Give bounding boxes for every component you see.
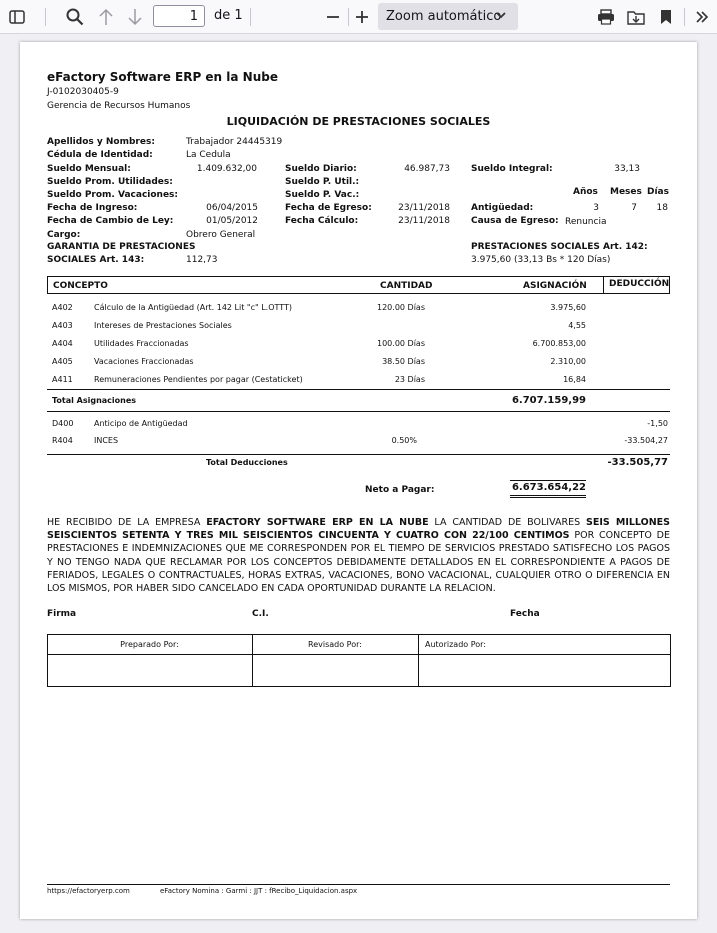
zoom-select[interactable] (378, 3, 518, 30)
footer-info: eFactory Nomina : Garmi : JJT : fRecibo_Liquidacion.aspx (160, 887, 358, 895)
divider-line (47, 454, 670, 455)
page-number-input[interactable] (153, 5, 205, 27)
label-cargo: Cargo: (47, 230, 81, 240)
value-apellidos: Trabajador 24445319 (186, 137, 283, 147)
row-description: Vacaciones Fraccionadas (94, 357, 194, 366)
save-icon[interactable] (625, 0, 647, 33)
row-code: A404 (52, 339, 73, 348)
total-deducciones-value: -33.505,77 (607, 457, 668, 468)
value-fecha-egreso: 23/11/2018 (398, 203, 450, 213)
header-concepto: CONCEPTO (53, 281, 108, 291)
row-quantity: 38.50 Días (382, 357, 425, 366)
row-description: Cálculo de la Antigüedad (Art. 142 Lit "c" L.OTTT) (94, 303, 292, 312)
paragraph-amount-words: SEIS MILLONES SEISCIENTOS SETENTA Y TRES MIL SEISCIENTOS CINCUENTA Y CUATRO CON 22/100 CENTIMOS (47, 517, 670, 542)
neto-label: Neto a Pagar: (365, 485, 435, 495)
row-quantity: 0.50% (391, 436, 417, 445)
row-code: R404 (52, 436, 73, 445)
neto-underline (510, 495, 586, 496)
value-causa-egreso: Renuncia (565, 217, 607, 227)
label-antiguedad: Antigüedad: (471, 203, 534, 213)
previous-page-icon[interactable] (95, 0, 117, 33)
department-name: Gerencia de Recursos Humanos (47, 101, 191, 111)
row-amount: 4,55 (568, 321, 586, 330)
company-name: eFactory Software ERP en la Nube (47, 70, 278, 84)
total-asignaciones-label: Total Asignaciones (52, 396, 137, 405)
row-code: A405 (52, 357, 73, 366)
label-sueldo-diario: Sueldo Diario: (285, 164, 357, 174)
neto-top-line (510, 480, 586, 481)
autorizado-por-label: Autorizado Por: (425, 640, 486, 649)
more-tools-icon[interactable] (692, 0, 712, 33)
label-causa-egreso: Causa de Egreso: (471, 216, 559, 226)
label-meses: Meses (610, 187, 642, 197)
label-sueldo-prom-utilidades: Sueldo Prom. Utilidades: (47, 177, 173, 187)
row-code: A402 (52, 303, 73, 312)
label-apellidos: Apellidos y Nombres: (47, 137, 155, 147)
toolbar-separator (45, 8, 46, 26)
label-fecha-ingreso: Fecha de Ingreso: (47, 203, 138, 213)
value-prestaciones-142: 3.975,60 (33,13 Bs * 120 Días) (471, 255, 611, 265)
label-garantia-2: SOCIALES Art. 143: (47, 255, 145, 265)
label-sueldo-p-util: Sueldo P. Util.: (285, 177, 360, 187)
signature-fecha-label: Fecha (510, 609, 540, 619)
label-prestaciones-142: PRESTACIONES SOCIALES Art. 142: (471, 242, 648, 252)
row-quantity: 100.00 Días (377, 339, 425, 348)
paragraph-company: EFACTORY SOFTWARE ERP EN LA NUBE (206, 517, 429, 528)
row-quantity: 120.00 Días (377, 303, 425, 312)
footer-line (47, 884, 670, 885)
value-cedula: La Cedula (186, 150, 231, 160)
row-code: D400 (52, 419, 74, 428)
total-asignaciones-value: 6.707.159,99 (511, 395, 586, 406)
row-amount: 2.310,00 (550, 357, 586, 366)
zoom-out-icon[interactable] (322, 0, 344, 33)
header-deduccion: DEDUCCIÓN (609, 279, 670, 289)
paragraph-text: HE RECIBIDO DE LA EMPRESA (47, 517, 207, 528)
row-description: Remuneraciones Pendientes por pagar (Cestaticket) (94, 375, 303, 384)
pdf-toolbar (0, 0, 717, 34)
approval-table-divider (47, 654, 671, 655)
value-sueldo-mensual: 1.409.632,00 (196, 164, 257, 174)
header-cantidad: CANTIDAD (380, 281, 433, 291)
label-fecha-calculo: Fecha Cálculo: (285, 216, 359, 226)
approval-table-divider (418, 634, 419, 687)
document-title: LIQUIDACIÓN DE PRESTACIONES SOCIALES (226, 115, 491, 128)
company-rif: J-0102030405-9 (47, 87, 119, 97)
header-asignacion: ASIGNACIÓN (523, 281, 587, 291)
row-amount: 6.700.853,00 (532, 339, 586, 348)
page-count-label: de 1 (214, 8, 243, 23)
value-cargo: Obrero General (186, 230, 256, 240)
toolbar-separator (348, 8, 349, 26)
search-icon[interactable] (64, 0, 86, 33)
value-fecha-ingreso: 06/04/2015 (206, 203, 258, 213)
label-fecha-egreso: Fecha de Egreso: (285, 203, 372, 213)
label-fecha-cambio-ley: Fecha de Cambio de Ley: (47, 216, 174, 226)
pdf-page (20, 42, 697, 919)
toolbar-separator (684, 8, 685, 26)
value-garantia: 112,73 (186, 255, 218, 265)
bookmark-icon[interactable] (655, 0, 677, 33)
row-amount: -1,50 (647, 419, 668, 428)
label-sueldo-prom-vacaciones: Sueldo Prom. Vacaciones: (47, 190, 179, 200)
neto-value: 6.673.654,22 (511, 482, 586, 493)
row-description: Anticipo de Antigüedad (94, 419, 188, 428)
row-amount: 16,84 (563, 375, 586, 384)
label-anos: Años (573, 187, 598, 197)
signature-ci-label: C.I. (252, 609, 269, 619)
chevron-down-icon (496, 9, 506, 25)
value-fecha-calculo: 23/11/2018 (398, 216, 450, 226)
row-amount: -33.504,27 (624, 436, 668, 445)
row-amount: 3.975,60 (550, 303, 586, 312)
value-antiguedad-meses: 7 (631, 203, 637, 213)
divider-line (47, 389, 670, 390)
zoom-select-value: Zoom automático (386, 9, 502, 24)
paragraph-text: LA CANTIDAD DE BOLIVARES (428, 517, 586, 528)
label-sueldo-integral: Sueldo Integral: (471, 164, 553, 174)
row-code: A411 (52, 375, 73, 384)
label-dias: Días (647, 187, 669, 197)
next-page-icon[interactable] (124, 0, 146, 33)
toolbar-separator (250, 8, 251, 26)
receipt-paragraph (47, 516, 670, 595)
preparado-por-label: Preparado Por: (120, 640, 179, 649)
label-sueldo-p-vac: Sueldo P. Vac.: (285, 190, 360, 200)
value-fecha-cambio-ley: 01/05/2012 (206, 216, 258, 226)
divider-line (47, 411, 670, 412)
label-cedula: Cédula de Identidad: (47, 150, 153, 160)
table-header-divider (603, 276, 604, 294)
value-sueldo-integral: 33,13 (614, 164, 640, 174)
signature-firma-label: Firma (47, 609, 77, 619)
footer-url: https://efactoryerp.com (47, 887, 130, 895)
row-description: Intereses de Prestaciones Sociales (94, 321, 232, 330)
label-sueldo-mensual: Sueldo Mensual: (47, 164, 131, 174)
zoom-in-icon[interactable] (351, 0, 373, 33)
total-deducciones-label: Total Deducciones (206, 458, 288, 467)
row-description: INCES (94, 436, 119, 445)
neto-underline (510, 497, 586, 498)
value-antiguedad-anos: 3 (593, 203, 599, 213)
row-quantity: 23 Días (394, 375, 425, 384)
print-icon[interactable] (595, 0, 617, 33)
label-garantia-1: GARANTIA DE PRESTACIONES (47, 242, 196, 252)
paragraph-text: POR CONCEPTO DE PRESTACIONES E INDEMNIZACIONES QUE ME CORRESPONDEN POR EL TIEMPO DE SERVICIOS PRESTADO SATISFECHO LOS PAGOS Y NO TENGO NADA QUE RECLAMAR POR LOS CONCEPTOS DEBIDAMENTE DETALLADOS EN EL CORRESPONDIENTE A PAGOS DE FERIADOS, LEGALES O CONTRACTUALES, HORAS EXTRAS, VACACIONES, BONO VACACIONAL, CUALQUIER OTRO O DIFERENCIA EN LOS MISMOS, POR HABER SIDO CANCELADO EN CADA OPORTUNIDAD DURANTE LA RELACION. (47, 530, 671, 595)
value-sueldo-diario: 46.987,73 (404, 164, 450, 174)
row-description: Utilidades Fraccionadas (94, 339, 189, 348)
value-antiguedad-dias: 18 (656, 203, 668, 213)
revisado-por-label: Revisado Por: (308, 640, 362, 649)
row-code: A403 (52, 321, 73, 330)
sidebar-toggle-icon[interactable] (6, 0, 28, 33)
